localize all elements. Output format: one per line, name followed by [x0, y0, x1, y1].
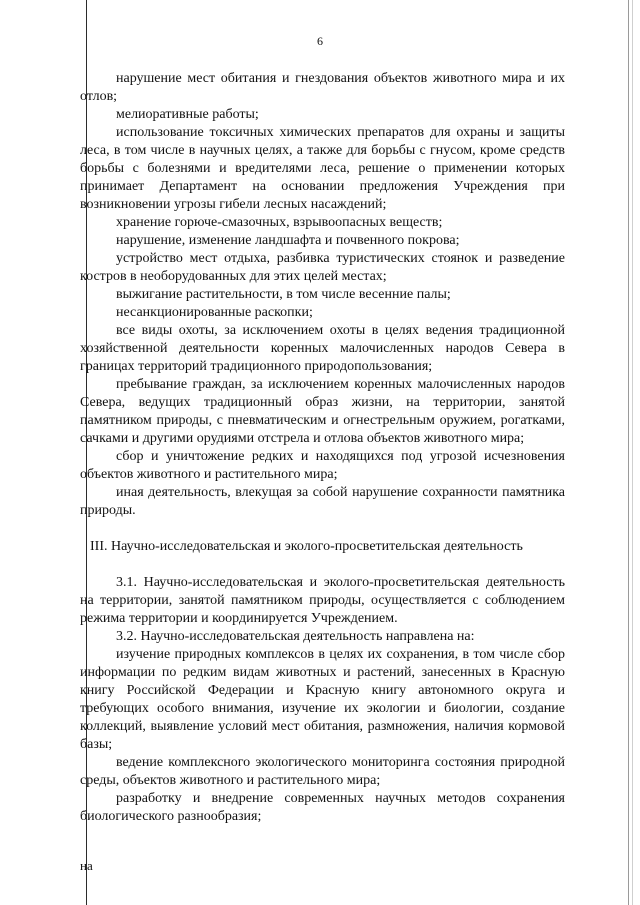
paragraph: 3.1. Научно-исследовательская и эколого-просветительская деятельность на территории, занятой памятником природы, осуществляется с соблюдением режима территории и координируется Учреждением.: [80, 575, 565, 626]
scan-edge-right-faint: [632, 0, 633, 905]
paragraph: мелиоративные работы;: [116, 107, 259, 122]
paragraph: иная деятельность, влекущая за собой нарушение сохранности памятника природы.: [80, 485, 565, 518]
paragraph: разработку и внедрение современных научных методов сохранения биологического разнообразия;: [80, 791, 565, 824]
paragraph: устройство мест отдыха, разбивка туристических стоянок и разведение костров в необорудованных для этих целей местах;: [80, 251, 565, 284]
document-body: [80, 70, 565, 826]
paragraph: несанкционированные раскопки;: [116, 305, 313, 320]
section-heading: III. Научно-исследовательская и эколого-просветительская деятельность: [90, 539, 523, 554]
paragraph: 3.2. Научно-исследовательская деятельность направлена на:: [116, 629, 475, 644]
paragraph: использование токсичных химических препаратов для охраны и защиты леса, в том числе в научных целях, а также для борьбы с гнусом, кроме средств борьбы с болезнями и вредителями леса, решение о применении которых принимает Департамент на основании предложения Учреждения при возникновении угрозы гибели лесных насаждений;: [80, 125, 565, 212]
paragraph: хранение горюче-смазочных, взрывоопасных веществ;: [116, 215, 443, 230]
page-number: 6: [317, 34, 323, 48]
paragraph: все виды охоты, за исключением охоты в целях ведения традиционной хозяйственной деятельности коренных малочисленных народов Севера в границах территорий традиционного природопользования;: [80, 323, 565, 374]
paragraph: нарушение мест обитания и гнездования объектов животного мира и их отлов;: [80, 71, 565, 104]
paragraph: нарушение, изменение ландшафта и почвенного покрова;: [116, 233, 460, 248]
paragraph: выжигание растительности, в том числе весенние палы;: [116, 287, 451, 302]
paragraph: ведение комплексного экологического мониторинга состояния природной среды, объектов животного и растительного мира;: [80, 755, 565, 788]
cut-off-text-fragment: на: [80, 858, 93, 873]
paragraph: пребывание граждан, за исключением коренных малочисленных народов Севера, ведущих традиционный образ жизни, на территории, занятой памятником природы, с пневматическим и огнестрельным оружием, рогатками, сачками и другими орудиями отстрела и отлова объектов животного мира;: [80, 377, 565, 446]
paragraph: сбор и уничтожение редких и находящихся под угрозой исчезновения объектов животного и растительного мира;: [80, 449, 565, 482]
scan-edge-right: [628, 0, 629, 905]
paragraph: изучение природных комплексов в целях их сохранения, в том числе сбор информации по редким видам животных и растений, занесенных в Красную книгу Российской Федерации и Красную книгу автономного округа и требующих особого внимания, изучение их экологии и биологии, создание коллекций, выявление условий мест обитания, размножения, наличия кормовой базы;: [80, 647, 565, 752]
